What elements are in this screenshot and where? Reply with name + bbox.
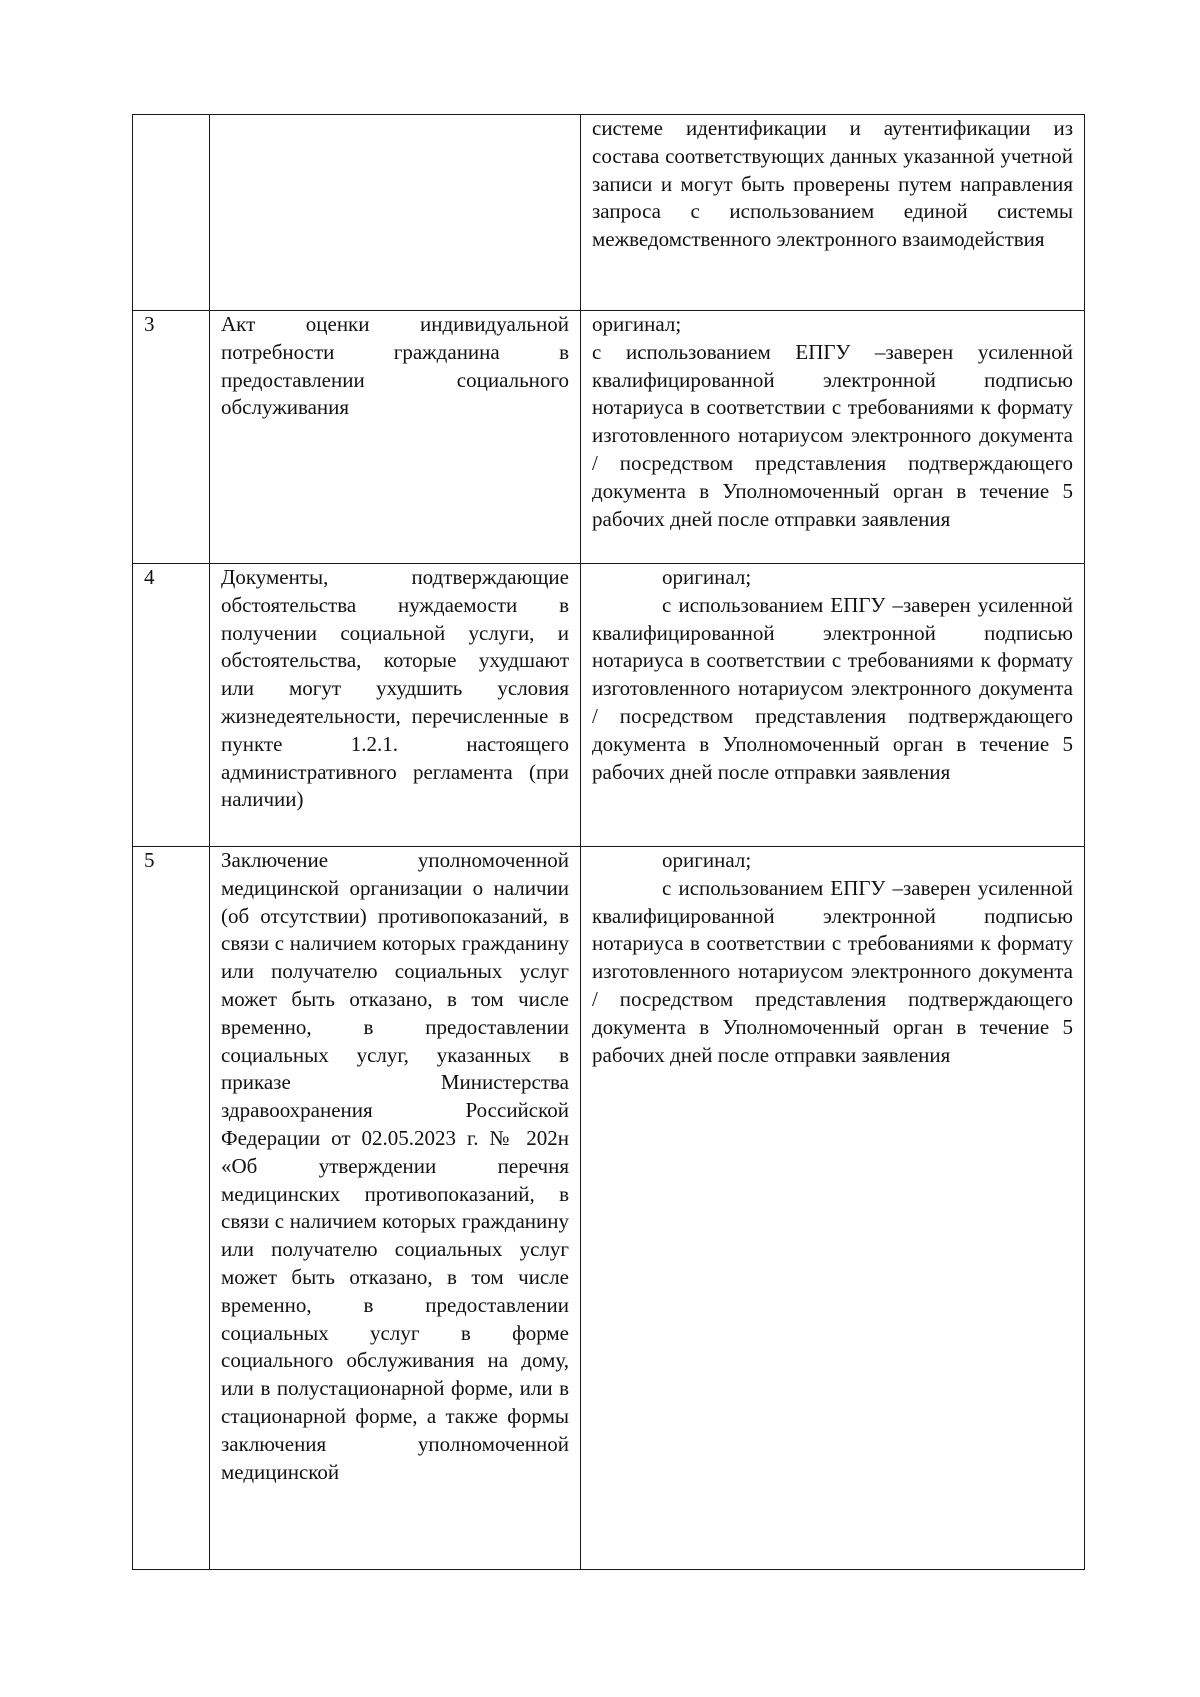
- requirement-text: с использованием ЕПГУ –заверен усиленной квалифицированной электронной подписью нотариуса в соответствии с требованиями к формату изготовленного нотариусом электронного документа / посредством представления подтверждающего документа в Уполномоченный орган в течение 5 рабочих дней после отправки заявления: [592, 875, 1073, 1067]
- requirement-original: оригинал;: [662, 848, 752, 872]
- row-number: 4: [133, 564, 210, 847]
- row-number: [133, 115, 210, 311]
- table-row: [133, 564, 1085, 847]
- table-row: [133, 115, 1085, 311]
- documents-table: [132, 114, 1085, 1570]
- document-requirements: [581, 311, 1085, 564]
- requirement-original: оригинал;: [662, 565, 752, 589]
- requirement-text: с использованием ЕПГУ –заверен усиленной квалифицированной электронной подписью нотариуса в соответствии с требованиями к формату изготовленного нотариусом электронного документа / посредством представления подтверждающего документа в Уполномоченный орган в течение 5 рабочих дней после отправки заявления: [592, 339, 1073, 531]
- row-number: 5: [133, 847, 210, 1570]
- table-row: [133, 311, 1085, 564]
- requirement-text: системе идентификации и аутентификации из состава соответствующих данных указанной учетной записи и могут быть проверены путем направления запроса с использованием единой системы межведомственного электронного взаимодействия: [592, 116, 1073, 252]
- row-number: 3: [133, 311, 210, 564]
- requirement-text: с использованием ЕПГУ –заверен усиленной квалифицированной электронной подписью нотариуса в соответствии с требованиями к формату изготовленного нотариусом электронного документа / посредством представления подтверждающего документа в Уполномоченный орган в течение 5 рабочих дней после отправки заявления: [592, 592, 1073, 784]
- document-requirements: [581, 564, 1085, 847]
- document-name: [210, 115, 581, 311]
- document-requirements: [581, 115, 1085, 311]
- table-row: [133, 847, 1085, 1570]
- document-name: Акт оценки индивидуальной потребности гражданина в предоставлении социального обслуживания: [210, 311, 581, 564]
- document-requirements: [581, 847, 1085, 1570]
- document-name: Документы, подтверждающие обстоятельства нуждаемости в получении социальной услуги, и обстоятельства, которые ухудшают или могут ухудшить условия жизнедеятельности, перечисленные в пункте 1.2.1. настоящего административного регламента (при наличии): [210, 564, 581, 847]
- requirement-original: оригинал;: [592, 312, 682, 336]
- document-name: Заключение уполномоченной медицинской организации о наличии (об отсутствии) противопоказаний, в связи с наличием которых гражданину или получателю социальных услуг может быть отказано, в том числе временно, в предоставлении социальных услуг, указанных в приказе Министерства здравоохранения Российской Федерации от 02.05.2023 г. № 202н «Об утверждении перечня медицинских противопоказаний, в связи с наличием которых гражданину или получателю социальных услуг может быть отказано, в том числе временно, в предоставлении социальных услуг в форме социального обслуживания на дому, или в полустационарной форме, или в стационарной форме, а также формы заключения уполномоченной медицинской: [210, 847, 581, 1570]
